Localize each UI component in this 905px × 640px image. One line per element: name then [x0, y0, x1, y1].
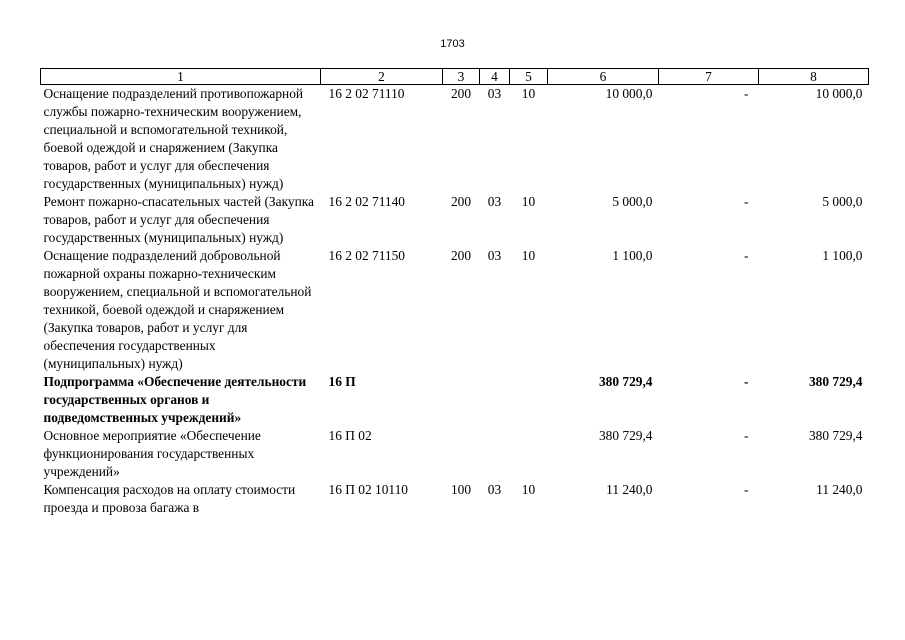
row-col6-amount-cell: 1 100,0: [612, 248, 653, 263]
row-col8-amount-cell: 10 000,0: [815, 86, 863, 101]
table-row: [41, 481, 869, 517]
row-name-cell: Ремонт пожарно-спасательных частей (Закупка товаров, работ и услуг для обеспечения государственных (муниципальных) нужд): [43, 194, 314, 245]
row-code-cell: 16 П: [328, 374, 356, 389]
row-col7-cell: -: [744, 374, 749, 389]
row-col7-cell: -: [744, 86, 749, 101]
row-name-cell: Подпрограмма «Обеспечение деятельности государственных органов и подведомственных учреждений»: [43, 374, 307, 425]
row-col5-cell: 10: [521, 194, 536, 209]
column-header: 7: [659, 69, 759, 85]
row-name-cell: Оснащение подразделений добровольной пожарной охраны пожарно-техническим вооружением, специальной и вспомогательной техникой, боевой одеждой и снаряжением (Закупка товаров, работ и услуг для обеспечения государственных (муниципальных) нужд): [43, 248, 312, 371]
row-col8-amount-cell: 1 100,0: [822, 248, 863, 263]
column-header: 2: [321, 69, 443, 85]
row-code-cell: 16 2 02 71110: [328, 86, 405, 101]
row-col4-cell: 03: [487, 194, 502, 209]
row-col5-cell: [510, 373, 548, 427]
row-col7-cell: -: [744, 194, 749, 209]
column-header: 3: [443, 69, 480, 85]
table-row: [41, 193, 869, 247]
row-name-cell: Компенсация расходов на оплату стоимости проезда и провоза багажа в: [43, 482, 296, 515]
column-number-header-row: [41, 69, 869, 85]
row-name-cell: Основное мероприятие «Обеспечение функционирования государственных учреждений»: [43, 428, 261, 479]
row-col8-amount-cell: 5 000,0: [822, 194, 863, 209]
row-col6-amount-cell: 380 729,4: [598, 374, 653, 389]
column-header: 4: [480, 69, 510, 85]
row-col4-cell: [480, 427, 510, 481]
row-col6-amount-cell: 10 000,0: [605, 86, 653, 101]
row-name-cell: Оснащение подразделений противопожарной службы пожарно-техническим вооружением, специальной и вспомогательной техникой, боевой одеждой и снаряжением (Закупка товаров, работ и услуг для обеспечения государственных (муниципальных) нужд): [43, 86, 304, 191]
row-col3-cell: 200: [450, 248, 472, 263]
row-col6-amount-cell: 11 240,0: [606, 482, 653, 497]
row-col4-cell: 03: [487, 482, 502, 497]
row-col7-cell: -: [744, 428, 749, 443]
column-header: 5: [510, 69, 548, 85]
row-col7-cell: -: [744, 482, 749, 497]
table-row: [41, 247, 869, 373]
column-header: 8: [759, 69, 869, 85]
table-row: [41, 373, 869, 427]
row-col8-amount-cell: 380 729,4: [808, 428, 863, 443]
row-col4-cell: 03: [487, 248, 502, 263]
table-row: [41, 85, 869, 194]
budget-table: [40, 68, 869, 517]
row-col8-amount-cell: 11 240,0: [816, 482, 863, 497]
row-col8-amount-cell: 380 729,4: [808, 374, 863, 389]
column-header: 1: [41, 69, 321, 85]
row-col3-cell: [443, 373, 480, 427]
row-col6-amount-cell: 5 000,0: [612, 194, 653, 209]
row-col3-cell: 200: [450, 194, 472, 209]
row-col5-cell: 10: [521, 86, 536, 101]
row-code-cell: 16 2 02 71140: [328, 194, 405, 209]
row-col4-cell: 03: [487, 86, 502, 101]
row-code-cell: 16 П 02 10110: [328, 482, 408, 497]
row-col6-amount-cell: 380 729,4: [598, 428, 653, 443]
row-col4-cell: [480, 373, 510, 427]
table-row: [41, 427, 869, 481]
page-number: 1703: [440, 38, 465, 50]
row-col3-cell: [443, 427, 480, 481]
row-col3-cell: 200: [450, 86, 472, 101]
row-col5-cell: [510, 427, 548, 481]
row-code-cell: 16 2 02 71150: [328, 248, 405, 263]
column-header: 6: [548, 69, 659, 85]
row-code-cell: 16 П 02: [328, 428, 372, 443]
row-col3-cell: 100: [450, 482, 472, 497]
row-col7-cell: -: [744, 248, 749, 263]
row-col5-cell: 10: [521, 248, 536, 263]
row-col5-cell: 10: [521, 482, 536, 497]
